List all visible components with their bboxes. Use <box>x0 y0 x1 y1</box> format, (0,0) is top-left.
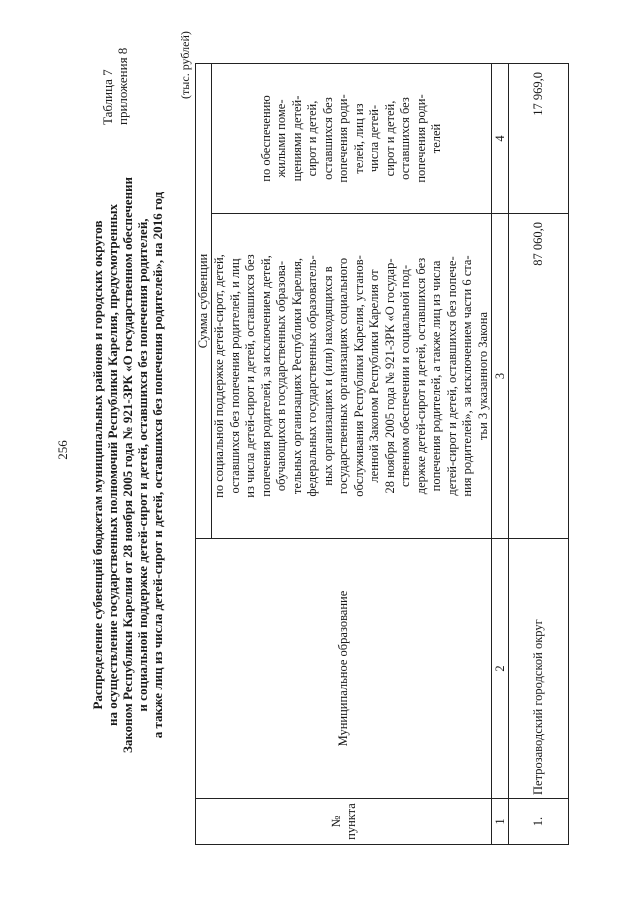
header-col4 <box>212 64 492 214</box>
header-col4-line: оставшихся без <box>398 97 412 180</box>
header-col3-line: ных организациях и (или) находящихся в <box>320 266 335 486</box>
header-col4-line: оставшихся без <box>320 97 335 180</box>
header-col3 <box>212 214 492 539</box>
page-number: 256 <box>55 440 70 460</box>
header-col3-line: детей-сирот и детей, оставшихся без попече- <box>444 256 459 496</box>
header-col3-line: ленной Законом Республики Карелия от <box>367 269 381 483</box>
column-number: 4 <box>492 64 509 214</box>
header-municipality: Муниципальное образование <box>196 539 492 799</box>
table-ref-line: Таблица 7 <box>100 69 115 125</box>
header-col4-line: сирот и детей, <box>305 100 319 177</box>
header-sum-group: Сумма субвенции <box>196 64 212 539</box>
header-num: № пункта <box>196 799 492 845</box>
header-col4-line: попечения роди- <box>413 94 428 183</box>
column-number: 1 <box>492 799 509 845</box>
column-number: 3 <box>492 214 509 539</box>
table-ref-line: приложения 8 <box>115 47 130 125</box>
row-num: 1. <box>509 799 569 845</box>
table-reference <box>100 15 130 125</box>
header-col3-line: оставшихся без попечения родителей, и лиц <box>227 258 242 494</box>
header-col4-line: сирот и детей, <box>382 100 397 177</box>
header-col3-line: обслуживания Республики Карелия, установ- <box>351 255 366 497</box>
title-line: Распределение субвенций бюджетам муниципальных районов и городских округов <box>90 220 105 710</box>
header-col4-line: телей <box>429 123 443 154</box>
header-col4-line: по обеспечению <box>258 95 273 182</box>
header-col3-line: попечения родителей, за исключением детей, <box>258 255 273 497</box>
header-col4-line: попечения роди- <box>336 94 350 183</box>
row-col4-value: 17 969,0 <box>509 64 569 214</box>
units-label: (тыс. рублей) <box>178 31 192 99</box>
header-col4-line: жилыми поме- <box>274 99 288 178</box>
title-line: на осуществление государственных полномочий Республики Карелия, предусмотренных <box>105 203 120 727</box>
header-col3-line: держке детей-сирот и детей, оставшихся без <box>413 257 428 495</box>
title-line: и социальной поддержке детей-сирот и детей, оставшихся без попечения родителей, <box>135 218 150 712</box>
subvention-table <box>195 63 569 845</box>
title-line: а также лиц из числа детей-сирот и детей, оставшихся без попечения родителей», на 2016 год <box>150 191 165 739</box>
title-line: Законом Республики Карелия от 28 ноября 2005 года № 921-ЗРК «О государственном обеспечении <box>120 176 135 754</box>
header-col3-line: государственных организациях социального <box>336 257 350 495</box>
row-municipality: Петрозаводский городской округ <box>509 539 569 799</box>
header-col4-line: телей, лиц из <box>351 103 366 174</box>
table-row <box>509 64 569 845</box>
header-col3-line: из числа детей-сирот и детей, оставшихся без <box>243 254 257 498</box>
header-col3-line: по социальной поддержке детей-сирот, детей, <box>212 254 226 498</box>
column-number: 2 <box>492 539 509 799</box>
header-col3-line: попечения родителей, а также лиц из числа <box>429 260 443 492</box>
document-title <box>90 145 165 785</box>
header-col4-line: числа детей- <box>367 104 381 173</box>
header-col3-line: федеральных государственных образователь- <box>305 255 319 497</box>
header-col4-line: щениями детей- <box>289 95 304 182</box>
row-col3-value: 87 060,0 <box>509 214 569 539</box>
header-col3-line: 28 ноября 2005 года № 921-ЗРК «О государ- <box>382 258 397 494</box>
header-col3-line: тьи 3 указанного Закона <box>475 311 490 441</box>
header-col3-line: ственном обеспечении и социальной под- <box>398 264 412 488</box>
header-col3-line: ния родителей», за исключением части 6 ста- <box>460 255 474 497</box>
header-col3-line: обучающихся в государственных образова- <box>274 260 288 492</box>
header-col3-line: тельных организациях Республики Карелия, <box>289 257 304 495</box>
